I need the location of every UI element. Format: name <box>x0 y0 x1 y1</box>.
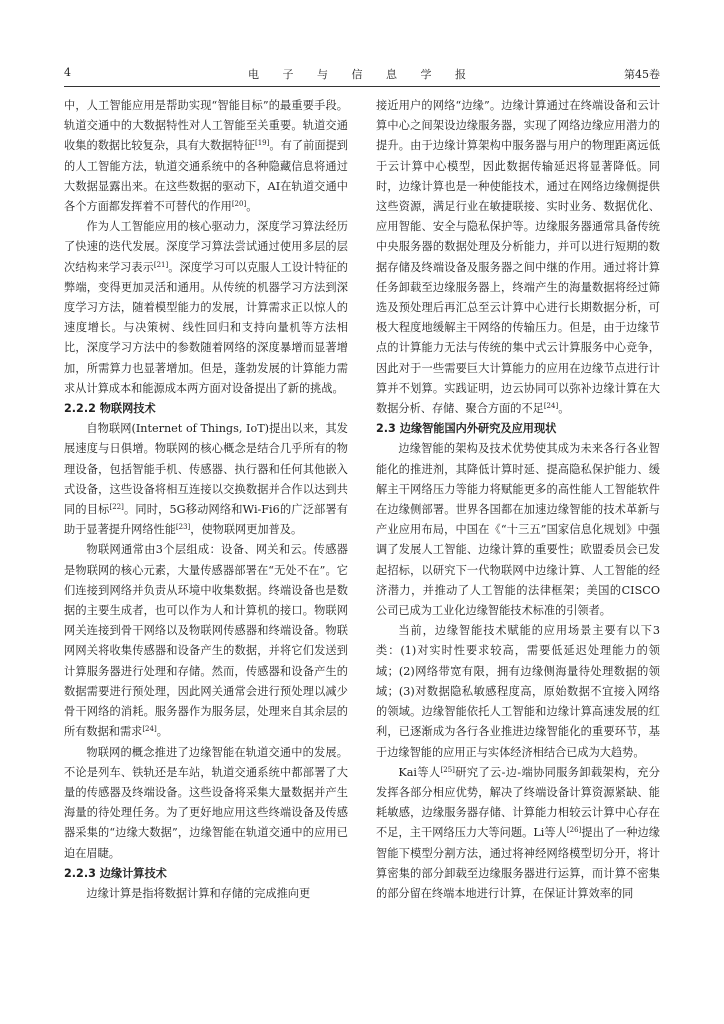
paragraph-text: 。 <box>246 200 258 214</box>
paragraph-text: 当前，边缘智能技术赋能的应用场景主要有以下3类：(1)对实时性要求较高，需要低延迟处理能力的领域；(2)网络带宽有限，拥有边缘侧海量待处理数据的领域；(3)对数据隐私敏感程度高，原始数据不宜接入网络的领域。边缘智能依托人工智能和边缘计算高速发展的红利，已逐渐成为各行各业推进边缘智能化的重要环节，基于边缘智能的应用正与实体经济相结合已成为大趋势。 <box>376 624 660 759</box>
citation[interactable]: [26] <box>566 826 582 835</box>
paragraph-text: 。 <box>558 402 570 416</box>
paragraph-text: 研究了云-边-端协同服务卸载架构，充分发挥各部分相应优势，解决了终端设备计算资源紧缺、能耗敏感，边缘服务器存储、计算能力相较云计算中心存在不足，主干网络压力大等问题。Li等人 <box>376 765 660 840</box>
paragraph <box>376 96 660 419</box>
section-heading-2-2-3: 2.2.3 边缘计算技术 <box>64 866 167 880</box>
paragraph-text: 。同时，5G移动网络和Wi-Fi6的广泛部署有助于显著提升网络性能 <box>64 503 348 537</box>
paragraph-text: 作为人工智能应用的核心驱动力，深度学习算法经历了快速的迭代发展。深度学习算法尝试通过使用多层的层次结构来学习表示 <box>64 220 348 274</box>
left-column <box>64 96 348 904</box>
header-rule <box>64 86 660 87</box>
paragraph-text: 边缘智能的架构及技术优势使其成为未来各行各业智能化的推进剂，其降低计算时延、提高隐私保护能力、缓解主干网络压力等能力将赋能更多的高性能人工智能软件在边缘侧部署。世界各国都在加速边缘智能的技术革新与产业应用布局，中国在《“十三五”国家信息化规划》中强调了发展人工智能、边缘计算的重要性；欧盟委员会已发起招标，以研究下一代物联网中边缘计算、人工智能的经济潜力，并推动了人工智能的法律框架；美国的CISCO公司已成为工业化边缘智能技术标准的引领者。 <box>376 442 660 618</box>
page-number: 4 <box>64 66 71 79</box>
paragraph-text: 自物联网(Internet of Things, IoT)提出以来，其发展速度与日俱增。物联网的核心概念是结合几乎所有的物理设备，包括智能手机、传感器、执行器和任何其他嵌入式设备，这些设备将相互连接以交换数据并合作以达到共同的目标 <box>64 422 348 517</box>
citation[interactable]: [25] <box>440 765 455 774</box>
citation[interactable]: [24] <box>543 402 559 411</box>
paragraph-text: 中，人工智能应用是帮助实现“智能目标”的最重要手段。轨道交通中的大数据特性对人工智能至关重要。轨道交通收集的数据比较复杂，具有大数据特征 <box>64 99 348 153</box>
paragraph-text: 物联网通常由3个层组成：设备、网关和云。传感器是物联网的核心元素，大量传感器部署在“无处不在”。它们连接到网络并负责从环境中收集数据。终端设备也是数据的主要生成者，也可以作为人和计算机的接口。物联网网关连接到骨干网络以及物联网传感器和终端设备。物联网网关将收集传感器和设备产生的数据，并将它们发送到计算服务器进行处理和存储。然而，传感器和设备产生的数据需要进行预处理，因此网关通常会进行预处理以减少骨干网络的消耗。服务器作为服务层，处理来自其余层的所有数据和需求 <box>64 543 348 739</box>
citation[interactable]: [20] <box>231 200 247 209</box>
paragraph <box>376 439 660 621</box>
citation[interactable]: [19] <box>254 139 270 148</box>
paragraph-text: 物联网的概念推进了边缘智能在轨道交通中的发展。不论是列车、铁轨还是车站，轨道交通系统中都部署了大量的传感器及终端设备。这些设备将采集大量数据并产生海量的待处理任务。为了更好地应用这些终端设备及传感器采集的“边缘大数据”，边缘智能在轨道交通中的应用已迫在眉睫。 <box>64 745 348 860</box>
paragraph <box>64 540 348 742</box>
paragraph-text: Kai等人 <box>398 765 441 779</box>
paragraph-text: ，使物联网更加普及。 <box>190 523 303 537</box>
paragraph-text: 。有了前面提到的人工智能方法，轨道交通系统中的各种隐藏信息将通过大数据显露出来。在这些数据的驱动下，AI在轨道交通中各个方面都发挥着不可替代的作用 <box>64 139 348 214</box>
citation[interactable]: [23] <box>175 523 191 532</box>
paragraph-text: 提出了一种边缘智能下模型分割方法，通过将神经网络模型切分开，将计算密集的部分卸载至边缘服务器进行运算，而计算不密集的部分留在终端本地进行计算，在保证计算效率的同 <box>376 826 660 900</box>
paragraph <box>64 884 348 904</box>
paragraph <box>376 763 660 904</box>
paragraph-text: 。深度学习可以克服人工设计特征的弊端，变得更加灵活和通用。从传统的机器学习方法到深度学习方法，随着模型能力的发展，计算需求正以惊人的速度增长。与决策树、线性回归和支持向量机等方法相比，深度学习方法中的参数随着网络的深度暴增而显著增加，所需算力也显著增加。但是，蓬勃发展的计算能力需求从计算成本和能源成本两方面对设备提出了新的挑战。 <box>64 260 348 395</box>
paragraph-text: 接近用户的网络“边缘”。边缘计算通过在终端设备和云计算中心之间架设边缘服务器，实现了网络边缘应用潜力的提升。由于边缘计算架构中服务器与用户的物理距离远低于云计算中心模型，因此数据传输延迟将显著降低。同时，边缘计算也是一种使能技术，通过在网络边缘侧提供这些资源，满足行业在敏捷联接、实时业务、数据优化、应用智能、安全与隐私保护等。边缘服务器通常具备传统中央服务器的数据处理及分析能力，并可以进行短期的数据存储及终端设备及服务器之间中继的作用。通过将计算任务卸载至边缘服务器上，终端产生的海量数据将经过筛选及预处理后再汇总至云计算中心进行长期数据分析，可极大程度地缓解主干网络的传输压力。但是，由于边缘节点的计算能力无法与传统的集中式云计算服务中心竞争，因此对于一些需要巨大计算能力的应用在边缘节点进行计算并不划算。实践证明，边云协同可以弥补边缘计算在大数据分析、存储、聚合方面的不足 <box>376 99 660 416</box>
section-heading-2-2-2: 2.2.2 物联网技术 <box>64 402 156 416</box>
paragraph <box>64 217 348 399</box>
paragraph <box>64 96 348 217</box>
paragraph <box>64 419 348 540</box>
page-header <box>64 66 660 86</box>
paragraph-text: 。 <box>156 725 168 739</box>
citation[interactable]: [24] <box>142 725 157 734</box>
citation[interactable]: [21] <box>153 260 169 269</box>
right-column <box>376 96 660 904</box>
citation[interactable]: [22] <box>109 503 124 512</box>
volume-label: 第45卷 <box>624 68 660 81</box>
journal-title: 电 子 与 信 息 学 报 <box>248 68 476 81</box>
paragraph <box>64 743 348 864</box>
paragraph <box>376 621 660 762</box>
section-heading-2-3: 2.3 边缘智能国内外研究及应用现状 <box>376 422 557 436</box>
paragraph-text: 边缘计算是指将数据计算和存储的完成推向更 <box>86 886 311 900</box>
